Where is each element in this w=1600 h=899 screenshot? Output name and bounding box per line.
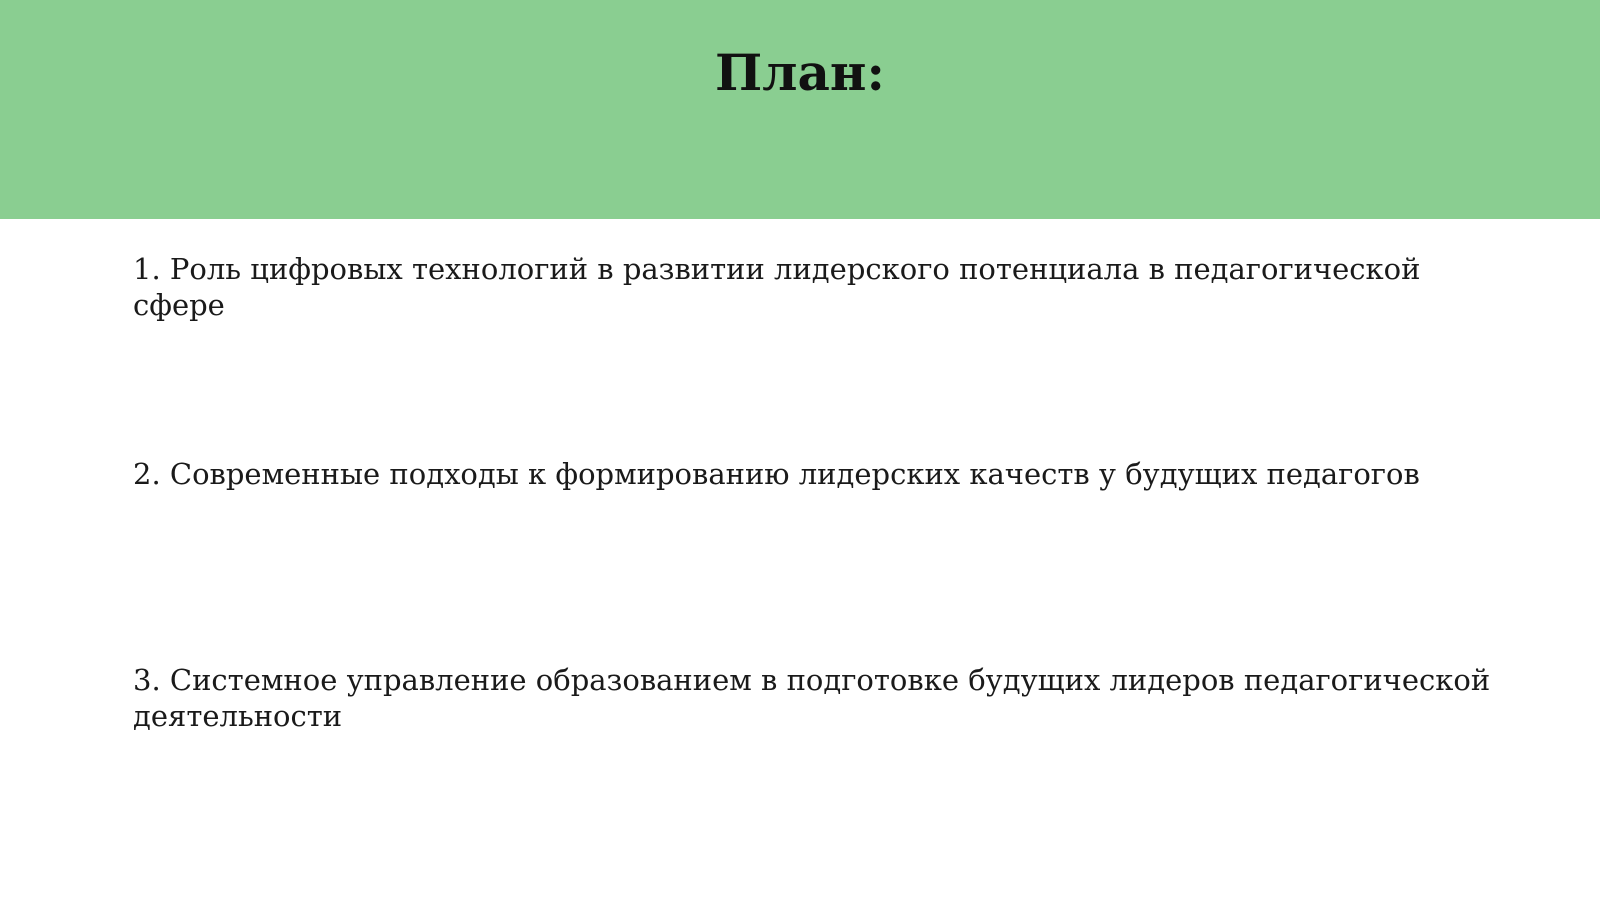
plan-item-2: 2. Современные подходы к формированию лидерских качеств у будущих педагогов (133, 457, 1420, 491)
plan-item-1: 1. Роль цифровых технологий в развитии лидерского потенциала в педагогической сфере (133, 252, 1421, 322)
header-band (0, 0, 1600, 219)
slide-title: План: (715, 43, 885, 102)
plan-item-3: 3. Системное управление образованием в подготовке будущих лидеров педагогической деятельности (133, 663, 1491, 733)
